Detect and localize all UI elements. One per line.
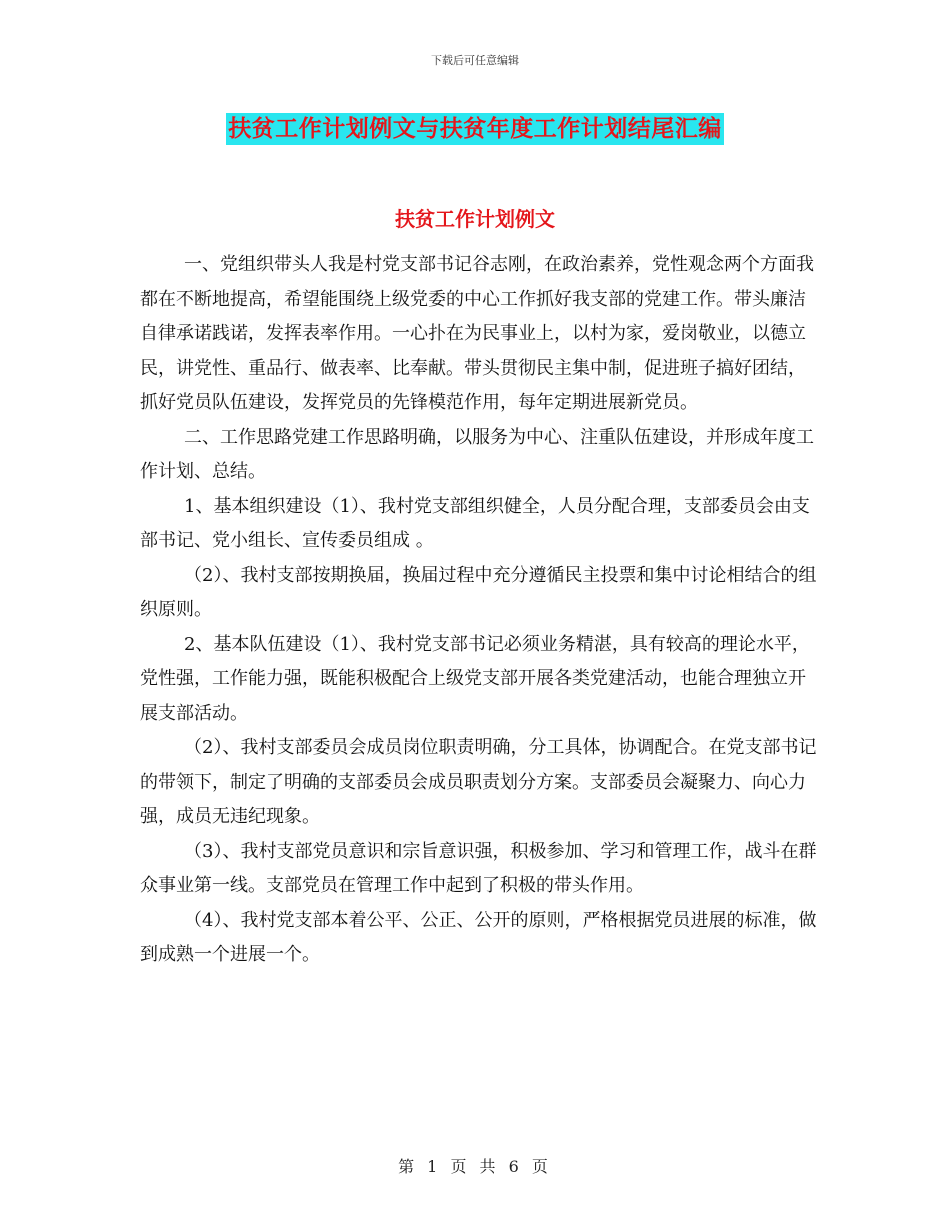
header-note: 下载后可任意编辑: [431, 54, 519, 67]
paragraph: （2）、我村支部按期换届，换届过程中充分遵循民主投票和集中讨论相结合的组织原则。: [140, 564, 817, 620]
paragraph: 一、党组织带头人我是村党支部书记谷志刚，在政治素养，党性观念两个方面我都在不断地提高，希望能围绕上级党委的中心工作抓好我支部的党建工作。带头廉洁自律承诺践诺，发挥表率作用。一心扑在为民事业上，以村为家，爱岗敬业，以德立民，讲党性、重品行、做表率、比奉献。带头贯彻民主集中制，促进班子搞好团结，抓好党员队伍建设，发挥党员的先锋模范作用，每年定期进展新党员。: [140, 254, 814, 413]
document-title: [0, 110, 950, 143]
paragraph: （3）、我村支部党员意识和宗旨意识强，积极参加、学习和管理工作，战斗在群众事业第一线。支部党员在管理工作中起到了积极的带头作用。: [140, 840, 817, 896]
page-footer: 第 1 页 共 6 页: [398, 1157, 552, 1176]
document-body: [140, 248, 820, 973]
paragraph: 1、基本组织建设（1）、我村党支部组织健全，人员分配合理，支部委员会由支部书记、党小组长、宣传委员组成 。: [140, 495, 810, 551]
paragraph: （4）、我村党支部本着公平、公正、公开的原则，严格根据党员进展的标准，做到成熟一个进展一个。: [140, 909, 817, 965]
paragraph: （2）、我村支部委员会成员岗位职责明确，分工具体，协调配合。在党支部书记的带领下，制定了明确的支部委员会成员职责划分方案。支部委员会凝聚力、向心力强，成员无违纪现象。: [140, 737, 817, 827]
paragraph: 2、基本队伍建设（1）、我村党支部书记必须业务精湛，具有较高的理论水平，党性强，工作能力强，既能积极配合上级党支部开展各类党建活动，也能合理独立开展支部活动。: [140, 633, 810, 724]
paragraph: 二、工作思路党建工作思路明确，以服务为中心、注重队伍建设，并形成年度工作计划、总结。: [140, 426, 814, 482]
document-title-text: 扶贫工作计划例文与扶贫年度工作计划结尾汇编: [226, 113, 724, 145]
section-title: 扶贫工作计划例文: [395, 207, 555, 231]
